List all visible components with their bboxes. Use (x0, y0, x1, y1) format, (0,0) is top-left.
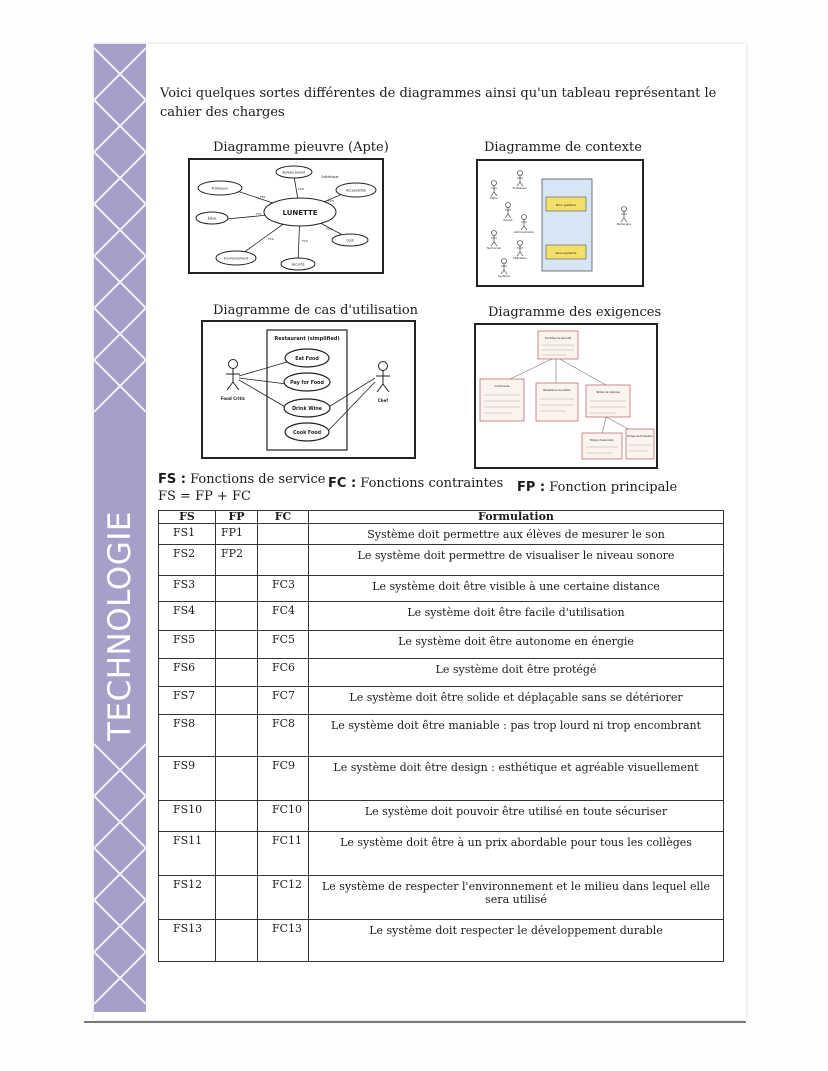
cell-fs: FS12 (159, 876, 216, 920)
cell-fp (216, 659, 258, 687)
cell-formulation: Le système doit être autonome en énergie (309, 631, 724, 659)
table-row (159, 659, 724, 687)
cell-formulation: Le système doit être facile d'utilisation (309, 602, 724, 631)
cell-fp: FP2 (216, 545, 258, 576)
cas-usecase-label: Cook Food (292, 431, 322, 436)
cell-fc: FC5 (258, 631, 309, 659)
table-row (159, 545, 724, 576)
contexte-actor-label: Technicien (486, 246, 502, 250)
legend-fp-abbr: FP : (517, 480, 546, 495)
contexte-actor-label: Administration (513, 230, 535, 234)
legend-fp-label: Fonction principale (549, 480, 678, 495)
header-fc: FC (258, 511, 309, 524)
contexte-actor-label: Parent (503, 218, 513, 222)
exigences-diagram (474, 323, 658, 469)
cell-formulation: Le système doit être à un prix abordable pour tous les collèges (309, 832, 724, 876)
exigence-label: Temps d'exécution (589, 439, 615, 442)
exigence-box (626, 429, 654, 459)
pieuvre-node-label: Professeur (211, 186, 229, 191)
table-row (159, 687, 724, 715)
cahier-des-charges-table (158, 510, 724, 962)
cell-formulation: Le système doit être visible à une certaine distance (309, 576, 724, 602)
table-row (159, 576, 724, 602)
cas-system-label: Restaurant (simplified) (274, 336, 340, 342)
cell-fp: FP1 (216, 524, 258, 545)
cas-usecase-label: Drink Wine (292, 407, 322, 412)
cell-formulation: Système doit permettre aux élèves de mesurer le son (309, 524, 724, 545)
table-row (159, 757, 724, 801)
pieuvre-link-label: FC1 (256, 212, 262, 216)
table-row (159, 920, 724, 962)
cell-fp (216, 602, 258, 631)
sidebar-banner (94, 44, 146, 1012)
table-header-row (159, 511, 724, 524)
table-row (159, 631, 724, 659)
pieuvre-node-label: Bureau parent (282, 170, 306, 175)
sidebar-title: TECHNOLOGIE (102, 511, 138, 741)
pieuvre-node-label: Accessibilité (346, 188, 366, 193)
pieuvre-node-label: Coût (346, 238, 354, 243)
cell-fs: FS11 (159, 832, 216, 876)
cell-formulation: Le système doit être protégé (309, 659, 724, 687)
cell-fc (258, 524, 309, 545)
cas-diagram (201, 320, 416, 459)
pieuvre-diagram (188, 158, 384, 274)
cell-fp (216, 576, 258, 602)
contexte-actor-label: Élève (490, 196, 498, 200)
pieuvre-link-label: FC5 (328, 199, 334, 203)
legend-fs (158, 472, 326, 487)
cell-fc (258, 545, 309, 576)
cell-fs: FS3 (159, 576, 216, 602)
cell-fp (216, 687, 258, 715)
pieuvre-node-label: Élève (207, 216, 217, 221)
table-row (159, 801, 724, 832)
table-row (159, 832, 724, 876)
pieuvre-link-label: FP1 (260, 195, 266, 199)
contexte-title: Diagramme de contexte (484, 140, 642, 155)
cell-fc: FC8 (258, 715, 309, 757)
table-row (159, 524, 724, 545)
cell-formulation: Le système doit respecter le développement durable (309, 920, 724, 962)
legend-fs-abbr: FS : (158, 472, 186, 487)
pieuvre-center-label: LUNETTE (282, 209, 318, 217)
header-fp: FP (216, 511, 258, 524)
exigences-title: Diagramme des exigences (488, 305, 662, 320)
pieuvre-link-label: FC3 (302, 239, 308, 243)
legend-fc-label: Fonctions contraintes (360, 476, 504, 491)
cell-fs: FS6 (159, 659, 216, 687)
cas-actor-left-label: Food Critic (220, 396, 246, 401)
cell-fp (216, 801, 258, 832)
cell-formulation: Le système doit être solide et déplaçable sans se détériorer (309, 687, 724, 715)
cell-fp (216, 876, 258, 920)
cell-fc: FC11 (258, 832, 309, 876)
cas-title: Diagramme de cas d'utilisation (213, 303, 419, 318)
intro-text: Voici quelques sortes différentes de diagrammes ainsi qu'un tableau représentant le cahier des charges (160, 86, 717, 120)
pieuvre-link-label: FC4 (326, 227, 332, 231)
cell-fs: FS9 (159, 757, 216, 801)
cell-fc: FC4 (258, 602, 309, 631)
pieuvre-link-label: FC6 (298, 187, 304, 191)
cell-fs: FS13 (159, 920, 216, 962)
pieuvre-node-label: Esthétique (321, 175, 339, 179)
cell-fs: FS8 (159, 715, 216, 757)
contexte-actor-label: Professeur (512, 186, 528, 190)
legend-fs-label: Fonctions de service (190, 472, 326, 487)
cell-fc: FC6 (258, 659, 309, 687)
cell-fc: FC10 (258, 801, 309, 832)
exigence-label: Commande (494, 385, 510, 388)
exigence-label: Temps de formation (627, 435, 653, 438)
legend-fp (517, 480, 677, 495)
cell-fc: FC7 (258, 687, 309, 715)
cell-formulation: Le système doit être maniable : pas trop lourd ni trop encombrant (309, 715, 724, 757)
exigence-box (582, 433, 622, 459)
contexte-block-label: Sous-système (555, 251, 577, 255)
cell-fc: FC12 (258, 876, 309, 920)
cell-fc: FC3 (258, 576, 309, 602)
exigence-label: Résistance du boîtier (543, 389, 571, 392)
cell-fs: FS1 (159, 524, 216, 545)
legend-fc (328, 476, 503, 491)
cas-actor-left (226, 360, 240, 391)
pieuvre-link-label: FC2 (268, 237, 274, 241)
cas-actor-right-label: Chef (377, 398, 389, 403)
contexte-diagram (476, 159, 644, 287)
table-row (159, 876, 724, 920)
header-fs: FS (159, 511, 216, 524)
contexte-actor-label: Utilisateur (512, 256, 528, 260)
cell-fs: FS10 (159, 801, 216, 832)
exigence-label: Temps de réponse (596, 391, 620, 394)
header-formulation: Formulation (309, 511, 724, 524)
pieuvre-node-label: Sécurité (291, 262, 305, 267)
cell-fs: FS5 (159, 631, 216, 659)
contexte-block-label: Bloc système (555, 203, 577, 207)
cell-formulation: Le système doit pouvoir être utilisé en toute sécuriser (309, 801, 724, 832)
cas-actor-right (376, 362, 390, 393)
cell-formulation: Le système doit être design : esthétique et agréable visuellement (309, 757, 724, 801)
table-row (159, 715, 724, 757)
cell-fp (216, 715, 258, 757)
cell-fc: FC13 (258, 920, 309, 962)
cell-fs: FS4 (159, 602, 216, 631)
cas-usecase-label: Pay for Food (290, 381, 324, 386)
pieuvre-node-label: Environnement (223, 256, 249, 261)
cell-fp (216, 920, 258, 962)
contexte-actor-label: Partenaire (616, 222, 632, 226)
cell-fc: FC9 (258, 757, 309, 801)
exigence-label: Contrôler la sécurité (544, 337, 572, 340)
cell-fp (216, 757, 258, 801)
legend-fc-abbr: FC : (328, 476, 357, 491)
cell-formulation: Le système de respecter l'environnement et le milieu dans lequel elle sera utilisé (309, 876, 724, 920)
cell-fs: FS7 (159, 687, 216, 715)
legend-formula: FS = FP + FC (158, 489, 251, 504)
cell-fs: FS2 (159, 545, 216, 576)
cas-usecase-label: Eat Food (295, 357, 319, 362)
pieuvre-title: Diagramme pieuvre (Apte) (213, 140, 389, 155)
contexte-actor-label: Système (497, 274, 511, 278)
cell-formulation: Le système doit permettre de visualiser le niveau sonore (309, 545, 724, 576)
table-row (159, 602, 724, 631)
page-bottom-rule (84, 1021, 746, 1023)
cell-fp (216, 832, 258, 876)
cell-fp (216, 631, 258, 659)
